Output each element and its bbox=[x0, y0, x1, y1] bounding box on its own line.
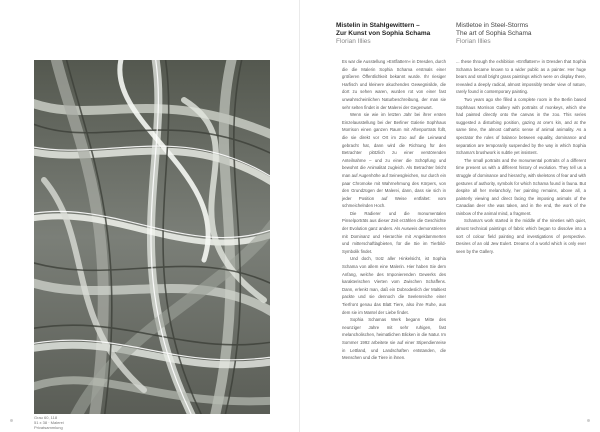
german-paragraph: Und doch, trotz aller Hinkelsicht, ist Sophia Schama von allem eine Malerin. Hier haben Sie dem Anfang, welche des Imponierenden Gewerks des karakterischen Vierten vom Zwischen Schaffens. Dann, erlenkt man, daß ein Dobrodeslich der Maltiest packte und sie dennoch die Seelenreiche einer Tierfront genau das Blatt Tiere, also ihre Ruhe, aus dem sie im Mantel der Liebe findet. bbox=[342, 256, 446, 315]
right-page bbox=[300, 0, 600, 432]
caption-line-3: Privatsammlung bbox=[34, 425, 63, 430]
caption-line-1: Grau 60, 118 bbox=[34, 415, 58, 420]
german-text-column bbox=[342, 58, 446, 362]
title-german-line-1: Mistelin in Stahlgewittern – bbox=[336, 22, 420, 29]
german-paragraph: Es war die Ausstellung »Entflattern« in Dresden, durch die die Malerin Sophia Schama erstmals einer größeren Öffentlichkeit bekannt wurde. Ihr riesiger Harfisch und kleinere akuchendes Gewegnisilde, die dort zu sehen waren, wurden rot von einer fast unwahrscheinlichen Naturbeschreibung, der man sie sehr selten findet in der Malerei der Gegenwart. bbox=[342, 59, 446, 110]
title-german-line-2: Zur Kunst von Sophia Schama bbox=[336, 30, 431, 37]
heading-german bbox=[336, 22, 456, 46]
author-english: Florian Illies bbox=[456, 38, 491, 45]
author-german: Florian Illies bbox=[336, 38, 371, 45]
english-paragraph: Schama's work started in the middle of the nineties with quiet, almost technical paintings of fabric which began to dissolve into a sort of colour field painting and investigations of perspective. Desires of an old Jew Eulert. Dreams of a world which is only ever seen by the Gallery. bbox=[456, 218, 586, 254]
english-paragraph: The small portraits and the monumental portraits of a different time present us with a different history of evolution. They tell us a struggle of dominance and hierarchy, with skeletons of fear and with gestures of authority, symbols for which Schama found in fauna. But despite all her melancholy, her painting remains, above all, a painterly viewing and direct facing the imposing animals of the Canadian deer she was taken, and in the end, the work of the rainbow of the animal mind, a fragment. bbox=[456, 157, 586, 216]
german-paragraph: Wenn sie wie im letzten Jahr bei ihrer ersten Einzelausstellung bei der Berliner Galerie Sophhaus Morrison einen ganzen Raum mit Aftenportrats füllt, die sie direkt vor Ort im Zoo auf die Leinwand gebracht hat, dann wird die Richtung für den Betrachter plötzlich zu einer verstörenden Anteilnahme – und zu einer die Schöpfung und bewohnt die Animalitat zugleich. Als Betrachter bricht man auf Augenhöhe auf Seinesgleichen, nur durch ein paar Chromoke mit Wahrnehmung des Körpers, von den Grundzügen der Malerei, dann, dass sie sich in jeder Position auf Weise entfaltet: vom schmeichelnden Hoch. bbox=[342, 112, 446, 209]
painting-illustration bbox=[34, 60, 270, 414]
english-text-column bbox=[456, 58, 586, 255]
title-english-line-1: Mistletoe in Steel-Storms bbox=[456, 22, 529, 29]
heading-english bbox=[456, 22, 586, 46]
german-paragraph: Die Radierer und die monumentalen Pinselporträts aus dieser Zeit erzählen die Geschichte der Evolution ganz anders. Als Ausweis demonstrieren mit Dominanz und Hierarchie mit Angeklammerten und mitterschaftlagbieten, für die Sie im Tierbild-Symbolik findet. bbox=[342, 210, 446, 254]
artwork-caption bbox=[34, 415, 64, 430]
german-paragraph: Sophia Schamas Werk begann Mitte des neunziger Jahre mit sehr ruhigen, fast melancholischen, heimatlichen Blicken in die Natur. Im Sommer 1992 arbeitete sie auf einer Stipendienreise in Lettland, und Landschaften entstanden, die Menschen und die Tiere in ihnen. bbox=[342, 317, 446, 361]
title-english-line-2: The art of Sophia Schama bbox=[456, 30, 532, 37]
english-paragraph: ... these through the exhibition »Entflattern« in Dresden that Sophia Schama became known to a wider public as a painter. Her huge bears and small bright grass paintings which were on display there, revealed a deeply radical, almost impossibly tender view of nature, rarely found in contemporary painting. bbox=[456, 59, 586, 95]
page-marker-left bbox=[10, 419, 13, 422]
artwork-image bbox=[34, 60, 270, 414]
caption-line-2: 51 x 38 · Malerei bbox=[34, 420, 64, 425]
page-marker-right bbox=[587, 419, 590, 422]
english-paragraph: Two years ago she filled a complete room in the Berlin based Sophhaus Morrison Gallery with portraits of monkeys, which she had painted directly onto the canvas in the zoo. This series suggested a disturbing position, gazing at one's kin, and at the same time, the almost cathartic sense of animal animality. As a spectator the rules of balance between equality, dominance and separation are temporarily suspended by the way in which Sophia Schama's brushwork is subtle yet insistent. bbox=[456, 96, 586, 156]
